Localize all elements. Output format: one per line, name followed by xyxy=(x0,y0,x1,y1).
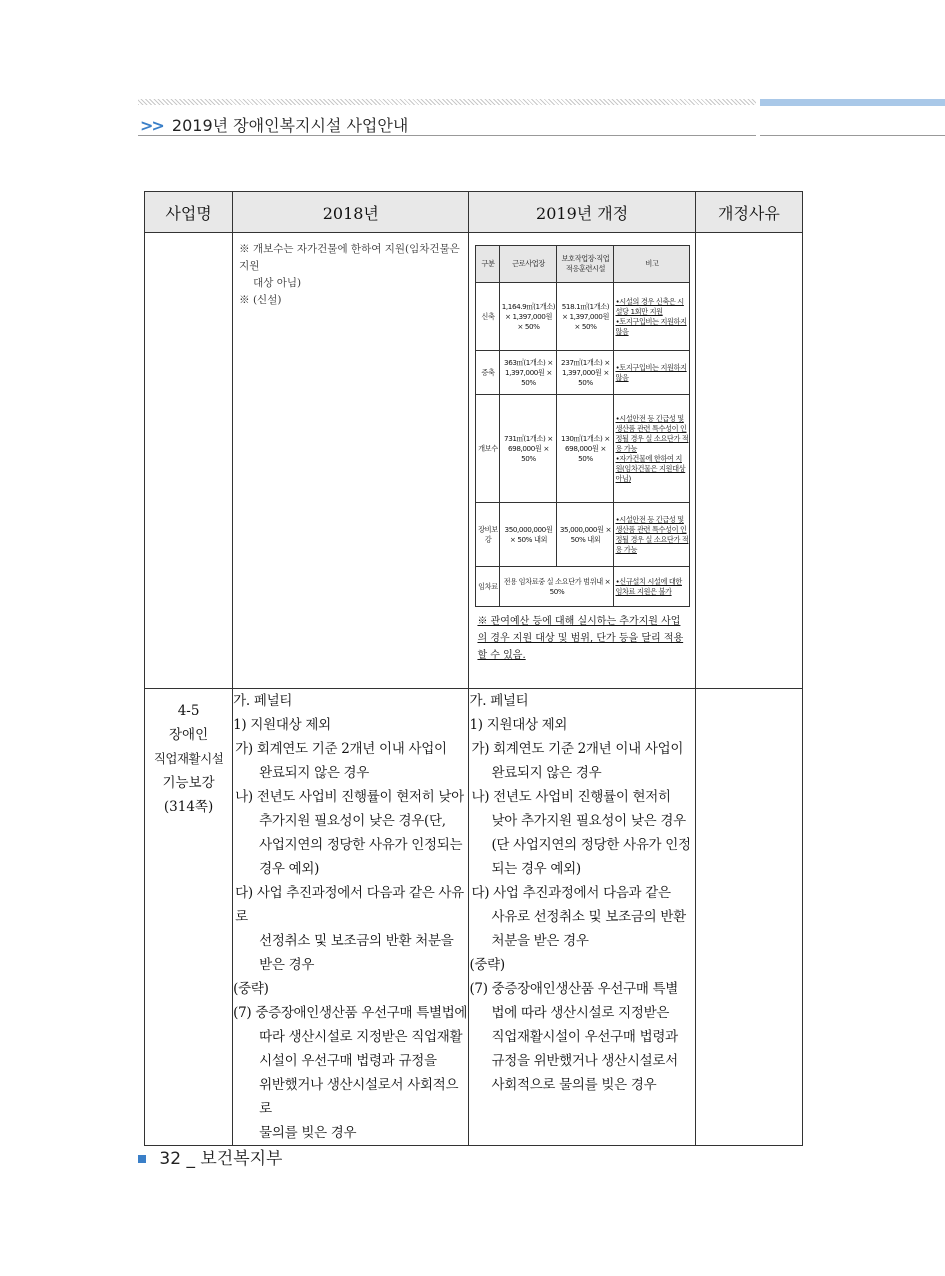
cost-row-rent xyxy=(476,567,690,607)
header-accent-bar xyxy=(760,99,945,106)
remark-line: •시설의 경우 신축은 시설당 1회만 지원 xyxy=(615,296,684,316)
program-code: 4-5 xyxy=(177,703,200,719)
text-line: 가) 회계연도 기준 2개년 이내 사업이 xyxy=(235,741,447,757)
row2-2019 xyxy=(469,689,695,1146)
text-line: (중략) xyxy=(469,957,505,973)
cost-remarks xyxy=(614,503,690,567)
running-header-title: 2019년 장애인복지시설 사업안내 xyxy=(171,116,409,135)
cost-row-label: 증축 xyxy=(476,351,500,395)
header-2019: 2019년 개정 xyxy=(469,192,695,233)
cost-header-workplace: 근로사업장 xyxy=(500,246,557,283)
page-ref: (314쪽) xyxy=(163,799,214,815)
text-line: 경우 예외) xyxy=(259,861,320,877)
cost-header-type: 구분 xyxy=(476,246,500,283)
text-line: 위반했거나 생산시설로서 사회적으로 xyxy=(259,1077,459,1117)
header-stripe xyxy=(138,99,756,105)
cost-cell: 518.1㎡(1개소) × 1,397,000원 × 50% xyxy=(557,283,614,351)
text-line: 사회적으로 물의를 빚은 경우 xyxy=(491,1077,657,1093)
text-line: 가) 회계연도 기준 2개년 이내 사업이 xyxy=(471,741,684,757)
cost-remarks xyxy=(614,351,690,395)
cost-cell: 731㎡(1개소) × 698,000원 × 50% xyxy=(500,395,557,503)
text-line: (중략) xyxy=(233,981,269,997)
text-line: 처분을 받은 경우 xyxy=(491,933,589,949)
text-line: 따라 생산시설로 지정받은 직업재활 xyxy=(259,1029,463,1045)
table-row xyxy=(145,689,803,1146)
text-line: 나) 전년도 사업비 진행률이 현저히 낮아 xyxy=(235,789,464,805)
program-name-line: 기능보강 xyxy=(162,775,215,791)
program-name-line: 직업재활시설 xyxy=(153,751,224,766)
text-line: 다) 사업 추진과정에서 다음과 같은 사유로 xyxy=(235,885,464,925)
text-line: 선정취소 및 보조금의 반환 처분을 xyxy=(259,933,454,949)
footer-separator: _ xyxy=(186,1149,195,1169)
header-reason: 개정사유 xyxy=(695,192,802,233)
row1-reason xyxy=(695,233,802,689)
comparison-table xyxy=(144,191,803,1146)
remark-line: •토지구입비는 지원하지 않음 xyxy=(615,316,687,336)
cost-row-label: 장비보강 xyxy=(476,503,500,567)
cost-remarks xyxy=(614,283,690,351)
cost-cell: 237㎡(1개소) × 1,397,000원 × 50% xyxy=(557,351,614,395)
text-line: 가. 페널티 xyxy=(469,693,529,709)
double-chevron-icon: >> xyxy=(140,116,163,135)
text-line: 되는 경우 예외) xyxy=(491,861,581,877)
row2-reason xyxy=(695,689,802,1146)
cost-header-protected: 보호작업장·직업적응훈련시설 xyxy=(557,246,614,283)
row1-2019 xyxy=(469,233,695,689)
text-line: 추가지원 필요성이 낮은 경우(단, xyxy=(259,813,446,829)
new-note-text: ※ 관여예산 등에 대해 실시하는 추가지원 사업의 경우 지원 대상 및 범위, 단가 등을 달리 적용할 수 있음. xyxy=(477,616,684,661)
cost-cell: 350,000,000원 × 50% 내외 xyxy=(500,503,557,567)
cost-table xyxy=(475,245,690,607)
cost-table-header xyxy=(476,246,690,283)
cost-row-extension xyxy=(476,351,690,395)
cost-remarks xyxy=(614,567,690,607)
text-line: 다) 사업 추진과정에서 다음과 같은 xyxy=(471,885,671,901)
text-line: 가. 페널티 xyxy=(233,693,293,709)
text-line: (단 사업지연의 정당한 사유가 인정 xyxy=(491,837,691,853)
header-program: 사업명 xyxy=(145,192,233,233)
text-line: 완료되지 않은 경우 xyxy=(259,765,370,781)
header-rule xyxy=(138,135,756,136)
text-line: 물의를 빚은 경우 xyxy=(259,1125,357,1141)
new-note xyxy=(475,607,690,672)
text-line: 1) 지원대상 제외 xyxy=(469,717,568,733)
row2-name xyxy=(145,689,233,1146)
row1-2018 xyxy=(233,233,469,689)
cost-header-remarks: 비고 xyxy=(614,246,690,283)
text-line: 1) 지원대상 제외 xyxy=(233,717,331,733)
page-number: 32 xyxy=(159,1149,182,1169)
cost-row-label: 신축 xyxy=(476,283,500,351)
publisher: 보건복지부 xyxy=(200,1149,283,1169)
table-header-row xyxy=(145,192,803,233)
row1-name xyxy=(145,233,233,689)
text-line: (7) 중증장애인생산품 우선구매 특별 xyxy=(469,981,679,997)
cost-remarks xyxy=(614,395,690,503)
text-line: 받은 경우 xyxy=(259,957,315,973)
cost-cell: 130㎡(1개소) × 698,000원 × 50% xyxy=(557,395,614,503)
cost-cell: 1,164.9㎡(1개소) × 1,397,000원 × 50% xyxy=(500,283,557,351)
text-line: 시설이 우선구매 법령과 규정을 xyxy=(259,1053,437,1069)
text-line: (7) 중증장애인생산품 우선구매 특별법에 xyxy=(233,1005,468,1021)
remark-line: •자가건물에 한하여 지원(임차건물은 지원대상 아님) xyxy=(615,453,686,483)
note-line: ※ 개보수는 자가건물에 한하여 지원(임차건물은 지원 xyxy=(239,243,460,272)
remark-line: •시설안전 등 긴급성 및 생산품 관련 특수성이 인정될 경우 실 소요단가 적용 가능 xyxy=(615,413,689,453)
row2-2018 xyxy=(233,689,469,1146)
text-line: 사업지연의 정당한 사유가 인정되는 xyxy=(259,837,463,853)
cost-cell: 전용 임차료중 실 소요단가 범위내 × 50% xyxy=(500,567,614,607)
text-line: 규정을 위반했거나 생산시설로서 xyxy=(491,1053,678,1069)
note-line: ※ (신설) xyxy=(239,294,282,306)
running-header xyxy=(140,113,408,136)
text-line: 완료되지 않은 경우 xyxy=(491,765,602,781)
square-bullet-icon xyxy=(138,1155,146,1163)
note-line: 대상 아님) xyxy=(253,277,302,289)
program-name-line: 장애인 xyxy=(169,727,209,743)
cost-row-repair xyxy=(476,395,690,503)
cost-row-label: 임차료 xyxy=(476,567,500,607)
cost-row-equipment xyxy=(476,503,690,567)
remark-line: •신규설치 시설에 대한 임차료 지원은 불가 xyxy=(615,576,682,596)
table-row xyxy=(145,233,803,689)
header-2018: 2018년 xyxy=(233,192,469,233)
text-line: 나) 전년도 사업비 진행률이 현저히 xyxy=(471,789,671,805)
cost-cell: 35,000,000원 × 50% 내외 xyxy=(557,503,614,567)
cost-cell: 363㎡(1개소) × 1,397,000원 × 50% xyxy=(500,351,557,395)
cost-row-label: 개보수 xyxy=(476,395,500,503)
text-line: 낮아 추가지원 필요성이 낮은 경우 xyxy=(491,813,686,829)
text-line: 법에 따라 생산시설로 지정받은 xyxy=(491,1005,670,1021)
text-line: 직업재활시설이 우선구매 법령과 xyxy=(491,1029,678,1045)
page-footer xyxy=(138,1144,282,1169)
cost-row-new-build xyxy=(476,283,690,351)
text-line: 사유로 선정취소 및 보조금의 반환 xyxy=(491,909,686,925)
remark-line: •토지구입비는 지원하지 않음 xyxy=(615,362,687,382)
remark-line: •시설안전 등 긴급성 및 생산품 관련 특수성이 인정될 경우 실 소요단가 적용 가능 xyxy=(615,514,689,554)
header-rule-right xyxy=(760,135,945,136)
